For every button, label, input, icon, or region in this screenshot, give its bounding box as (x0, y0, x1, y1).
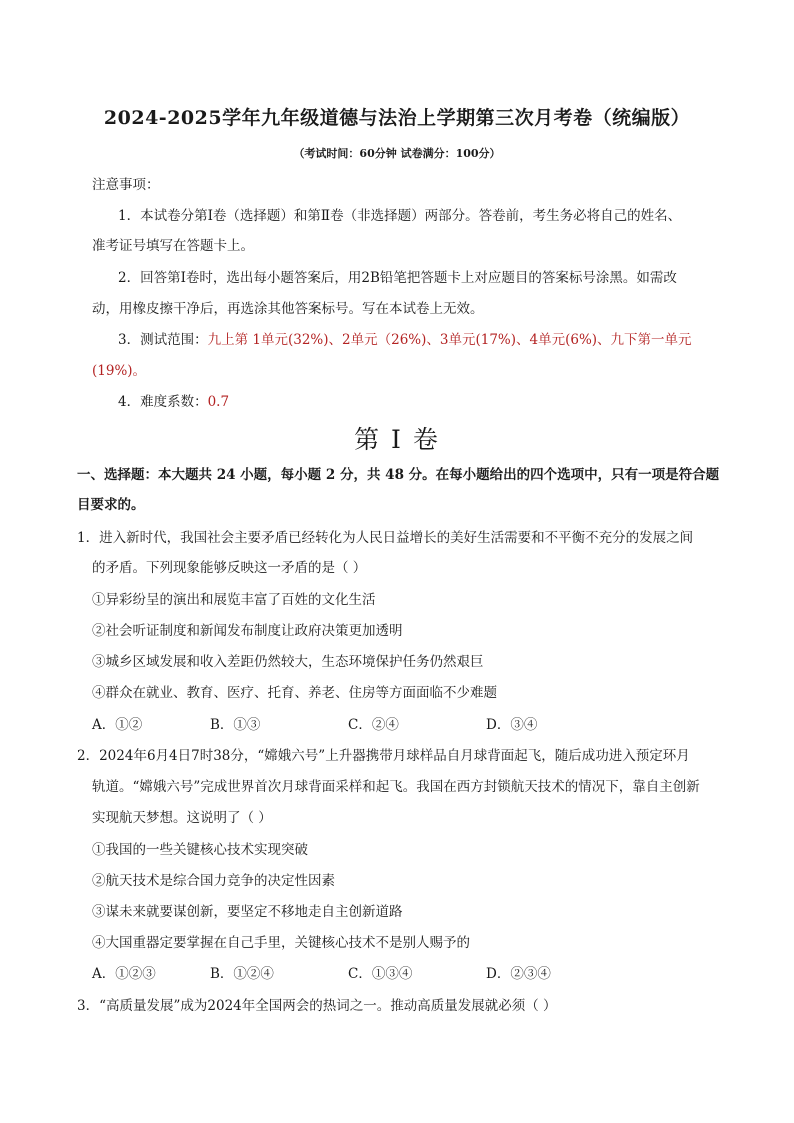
question-1-option-b[interactable]: B．①③ (210, 717, 261, 733)
question-2-statement-2: ②航天技术是综合国力竞争的决定性因素 (92, 873, 335, 889)
question-1-options (92, 715, 652, 735)
section-instruction-line-1: 一、选择题：本大题共 24 小题，每小题 2 分，共 48 分。在每小题给出的四个选项中，只有一项是符合题 (77, 467, 720, 483)
note-1-line-2: 准考证号填写在答题卡上。 (92, 238, 254, 254)
question-2-option-d[interactable]: D．②③④ (486, 966, 551, 982)
note-3-prefix: 3．测试范围： (118, 332, 208, 348)
difficulty-value: 0.7 (207, 394, 230, 410)
test-range: 九上第 1单元(32%)、2单元（26%)、3单元(17%)、4单元(6%)、九下第一单元 (207, 332, 692, 348)
question-2-stem-line-1: 2．2024年6月4日7时38分，“嫦娥六号”上升器携带月球样品自月球背面起飞，随后成功进入预定环月 (77, 748, 690, 764)
question-2-statement-4: ④大国重器定要掌握在自己手里，关键核心技术不是别人赐予的 (92, 935, 470, 951)
question-1-statement-3: ③城乡区域发展和收入差距仍然较大，生态环境保护任务仍然艰巨 (92, 654, 484, 670)
question-2-statement-3: ③谋未来就要谋创新，要坚定不移地走自主创新道路 (92, 904, 403, 920)
question-1-option-d[interactable]: D．③④ (486, 717, 538, 733)
exam-info: （考试时间：60分钟 试卷满分：100分） (293, 147, 501, 160)
question-2-option-b[interactable]: B．①②④ (210, 966, 274, 982)
question-1-option-c[interactable]: C．②④ (348, 717, 399, 733)
question-2-statement-1: ①我国的一些关键核心技术实现突破 (92, 842, 308, 858)
note-3-line-2: (19%)。 (92, 363, 147, 379)
question-1-statement-2: ②社会听证制度和新闻发布制度让政府决策更加透明 (92, 623, 403, 639)
question-2-options (92, 964, 652, 984)
question-2-option-c[interactable]: C．①③④ (348, 966, 413, 982)
question-1-option-a[interactable]: A．①② (92, 717, 143, 733)
question-2-stem-line-3: 实现航天梦想。这说明了（ ） (92, 810, 272, 826)
question-3-stem-line-1: 3．“高质量发展”成为2024年全国两会的热词之一。推动高质量发展就必须（ ） (77, 998, 557, 1014)
question-1-stem-line-1: 1．进入新时代，我国社会主要矛盾已经转化为人民日益增长的美好生活需要和不平衡不充分的发展之间 (77, 530, 694, 546)
section-instruction-line-2: 目要求的。 (77, 497, 145, 513)
note-4 (118, 392, 229, 412)
exam-title: 2024-2025学年九年级道德与法治上学期第三次月考卷（统编版） (103, 107, 691, 129)
question-1-statement-4: ④群众在就业、教育、医疗、托育、养老、住房等方面面临不少难题 (92, 685, 497, 701)
note-2-line-1: 2．回答第Ⅰ卷时，选出每小题答案后，用2B铅笔把答题卡上对应题目的答案标号涂黑。如需改 (118, 270, 677, 286)
question-2-option-a[interactable]: A．①②③ (92, 966, 156, 982)
notes-heading: 注意事项： (92, 177, 160, 193)
note-4-prefix: 4．难度系数： (118, 394, 208, 410)
note-1-line-1: 1．本试卷分第Ⅰ卷（选择题）和第Ⅱ卷（非选择题）两部分。答卷前，考生务必将自己的姓名、 (118, 208, 682, 224)
note-2-line-2: 动，用橡皮擦干净后，再选涂其他答案标号。写在本试卷上无效。 (92, 301, 484, 317)
question-1-stem-line-2: 的矛盾。下列现象能够反映这一矛盾的是（ ） (92, 560, 367, 576)
section-title: 第 I 卷 (354, 425, 440, 454)
question-2-stem-line-2: 轨道。“嫦娥六号”完成世界首次月球背面采样和起飞。我国在西方封锁航天技术的情况下，靠自主创新 (92, 779, 700, 795)
note-3-line-1 (118, 330, 692, 350)
question-1-statement-1: ①异彩纷呈的演出和展览丰富了百姓的文化生活 (92, 592, 376, 608)
